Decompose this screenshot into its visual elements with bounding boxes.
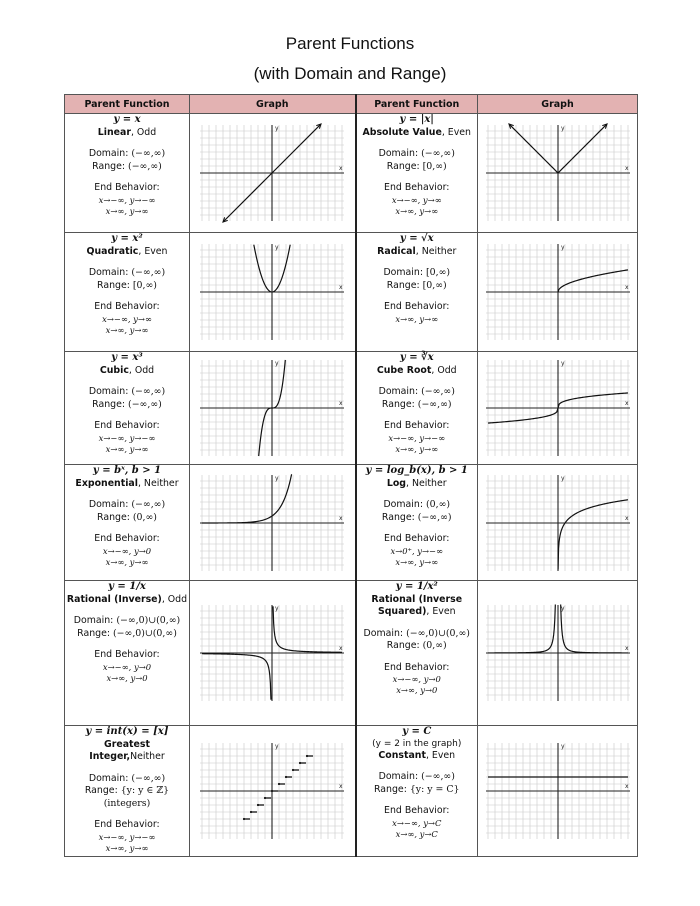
x-axis-label: x — [624, 783, 629, 790]
range-value: [0,∞) — [422, 279, 447, 291]
range-value: [0,∞) — [132, 279, 157, 291]
function-name: Exponential — [75, 477, 138, 489]
domain-value: (−∞,∞) — [421, 148, 455, 159]
domain-value: (−∞,0)∪(0,∞) — [406, 627, 470, 639]
domain-label: Domain: — [378, 148, 419, 159]
domain-label: Domain: — [88, 499, 129, 510]
domain-label: Domain: — [383, 267, 423, 278]
function-equation: y = ∛x — [399, 352, 434, 363]
function-info-cell — [65, 465, 190, 581]
function-symmetry: , Odd — [128, 364, 155, 376]
end-behavior-left: x→−∞, y→−∞ — [388, 432, 446, 443]
function-info-cell — [65, 352, 190, 465]
end-behavior-left: x→−∞, y→−∞ — [98, 194, 156, 205]
range-value: (0,∞) — [422, 640, 447, 651]
x-axis-label: x — [624, 400, 629, 407]
function-info-cell — [356, 726, 478, 857]
function-info-cell — [356, 114, 478, 233]
end-behavior-left: x→0⁺, y→−∞ — [390, 545, 444, 556]
end-behavior-left: x→−∞, y→−∞ — [98, 432, 156, 443]
end-behavior-label: End Behavior: — [384, 420, 450, 431]
range-label: Range: — [77, 627, 111, 639]
function-curve-left — [202, 654, 271, 700]
end-behavior-label: End Behavior: — [384, 661, 450, 673]
range-label: Range: — [381, 511, 415, 523]
graph-cell — [478, 726, 638, 857]
function-info-cell — [356, 465, 478, 581]
end-behavior-left: x→−∞, y→∞ — [102, 313, 152, 324]
range-value: (−∞,∞) — [128, 398, 162, 410]
function-equation: y = bˣ, b > 1 — [92, 465, 162, 476]
domain-value: (−∞,∞) — [421, 386, 455, 397]
graph-cell — [190, 726, 356, 857]
function-graph — [197, 356, 347, 460]
function-equation: y = 1/x — [108, 581, 146, 592]
parent-functions-table — [64, 94, 638, 857]
function-curve-right — [273, 606, 342, 652]
page-subtitle: (with Domain and Range) — [253, 64, 447, 83]
function-name: Rational (Inverse Squared) — [371, 593, 463, 617]
x-axis-label: x — [339, 645, 343, 652]
y-axis-label: y — [560, 743, 565, 750]
function-symmetry: , Odd — [431, 364, 457, 376]
domain-value: (−∞,∞) — [131, 267, 166, 278]
step-closed-dot — [278, 783, 280, 785]
y-axis-label: y — [275, 605, 279, 612]
domain-value: (−∞,0)∪(0,∞) — [116, 615, 181, 626]
end-behavior-right: x→∞, y→∞ — [105, 443, 149, 454]
end-behavior-right: x→∞, y→∞ — [105, 842, 149, 853]
domain-label: Domain: — [363, 627, 404, 639]
function-name: Absolute Value — [362, 126, 442, 138]
end-behavior-label: End Behavior: — [384, 533, 450, 544]
range-value: [0,∞) — [422, 160, 447, 172]
domain-value: (−∞,∞) — [131, 499, 166, 510]
page-title: Parent Functions — [285, 34, 415, 53]
function-symmetry: , Neither — [415, 245, 457, 257]
y-axis-label: y — [275, 244, 279, 251]
step-closed-dot — [292, 769, 294, 771]
end-behavior-right: x→∞, y→C — [395, 828, 438, 839]
graph-cell — [478, 465, 638, 581]
x-axis-label: x — [624, 165, 629, 172]
function-symmetry: , Even — [425, 749, 456, 761]
end-behavior-right: x→∞, y→∞ — [395, 443, 439, 454]
function-curve-left — [488, 605, 555, 653]
function-equation: y = 1/x² — [395, 581, 438, 592]
function-name: Cube Root — [376, 364, 432, 376]
end-behavior-label: End Behavior: — [94, 649, 160, 660]
x-axis-label: x — [339, 165, 343, 172]
graph-cell — [478, 114, 638, 233]
x-axis-label: x — [624, 645, 629, 652]
function-equation: y = x² — [111, 233, 143, 244]
function-graph — [197, 739, 347, 843]
end-behavior-right: x→∞, y→∞ — [105, 324, 149, 335]
end-behavior-label: End Behavior: — [94, 182, 160, 193]
y-axis-label: y — [275, 474, 279, 482]
end-behavior-right: x→∞, y→0 — [106, 672, 148, 683]
domain-label: Domain: — [378, 386, 419, 397]
domain-value: (−∞,∞) — [131, 386, 166, 397]
end-behavior-left: x→−∞, y→C — [392, 817, 442, 828]
function-info-cell — [356, 233, 478, 352]
function-equation: y = x — [113, 114, 141, 125]
graph-cell — [478, 233, 638, 352]
function-graph — [483, 240, 633, 344]
function-symmetry: , Odd — [161, 593, 188, 605]
range-value: (−∞,∞) — [128, 160, 162, 172]
graph-cell — [190, 352, 356, 465]
domain-label: Domain: — [383, 499, 423, 510]
end-behavior-left: x→∞, y→∞ — [395, 313, 439, 324]
end-behavior-right: x→∞, y→∞ — [105, 556, 149, 567]
range-label: Range: — [92, 398, 126, 410]
x-axis-label: x — [339, 783, 343, 790]
range-label: Range: — [373, 783, 407, 795]
graph-cell — [190, 581, 356, 726]
end-behavior-right: x→∞, y→∞ — [395, 556, 439, 567]
step-closed-dot — [306, 755, 308, 757]
y-axis-label: y — [560, 605, 565, 612]
function-symmetry: , Even — [441, 126, 471, 138]
function-info-cell — [65, 726, 190, 857]
step-closed-dot — [257, 804, 259, 806]
range-label: Range: — [97, 511, 130, 523]
header-parent-function: Parent Function — [65, 95, 190, 114]
x-axis-label: x — [624, 284, 629, 291]
range-label: Range: — [386, 160, 420, 172]
y-axis-label: y — [560, 244, 565, 251]
end-behavior-label: End Behavior: — [94, 819, 160, 830]
range-value: {y: y = C} — [409, 783, 460, 795]
x-axis-label: x — [339, 400, 343, 407]
domain-value: (0,∞) — [425, 499, 451, 510]
graph-cell — [478, 352, 638, 465]
header-graph: Graph — [478, 95, 638, 114]
end-behavior-left: x→−∞, y→∞ — [391, 194, 442, 205]
domain-value: [0,∞) — [425, 267, 451, 278]
function-equation: y = int(x) = [x] — [85, 726, 169, 737]
domain-label: Domain: — [378, 771, 419, 782]
function-curve-right — [560, 605, 627, 653]
table-row — [65, 726, 638, 857]
end-behavior-label: End Behavior: — [94, 420, 160, 431]
function-name: Radical — [377, 245, 416, 257]
end-behavior-left: x→−∞, y→0 — [392, 674, 441, 684]
graph-cell — [190, 233, 356, 352]
step-closed-dot — [271, 790, 273, 792]
range-label: Range: — [97, 279, 130, 291]
step-closed-dot — [264, 797, 266, 799]
domain-value: (−∞,∞) — [421, 771, 455, 782]
function-name: Log — [386, 477, 407, 489]
domain-label: Domain: — [88, 386, 129, 397]
function-info-cell — [65, 114, 190, 233]
function-graph — [197, 471, 347, 575]
step-closed-dot — [250, 811, 252, 813]
range-label: Range: — [381, 398, 415, 410]
step-closed-dot — [243, 818, 245, 820]
function-symmetry: Neither — [130, 751, 165, 762]
domain-value: (−∞,∞) — [131, 772, 166, 784]
function-graph — [483, 121, 633, 225]
function-name: Rational (Inverse) — [66, 593, 162, 605]
domain-value: (−∞,∞) — [131, 148, 166, 159]
end-behavior-label: End Behavior: — [384, 182, 450, 193]
y-axis-label: y — [275, 743, 279, 750]
function-symmetry: , Even — [138, 245, 168, 257]
function-name: Greatest Integer, — [89, 738, 150, 762]
end-behavior-right: x→∞, y→∞ — [105, 205, 149, 216]
table-row — [65, 352, 638, 465]
domain-label: Domain: — [73, 615, 114, 626]
y-axis-label: y — [560, 474, 565, 482]
y-axis-label: y — [560, 125, 565, 132]
end-behavior-left: x→−∞, y→−∞ — [98, 831, 156, 842]
y-axis-label: y — [275, 360, 279, 367]
function-symmetry: , Odd — [130, 126, 157, 138]
function-name: Quadratic — [86, 245, 139, 257]
function-equation: y = x³ — [111, 352, 143, 363]
function-info-cell — [356, 581, 478, 726]
function-symmetry: , Neither — [406, 477, 447, 489]
function-graph — [197, 121, 347, 225]
function-info-cell — [356, 352, 478, 465]
table-row — [65, 114, 638, 233]
x-axis-label: x — [339, 284, 343, 291]
domain-label: Domain: — [88, 148, 129, 159]
function-name: Cubic — [99, 364, 129, 376]
function-equation: y = |x| — [399, 114, 434, 125]
function-symmetry: , Even — [426, 606, 456, 617]
range-label: Range: — [92, 160, 126, 172]
header-parent-function: Parent Function — [356, 95, 478, 114]
graph-cell — [478, 581, 638, 726]
range-value: (−∞,∞) — [417, 511, 452, 523]
end-behavior-right: x→∞, y→∞ — [395, 205, 439, 216]
function-graph — [197, 601, 347, 705]
function-name: Constant — [378, 749, 426, 761]
range-value: (0,∞) — [132, 511, 157, 523]
function-equation: y = log_b(x), b > 1 — [365, 465, 468, 476]
range-label: Range: — [84, 785, 118, 796]
table-row — [65, 581, 638, 726]
range-value: (−∞,0)∪(0,∞) — [113, 627, 177, 639]
domain-label: Domain: — [88, 267, 129, 278]
function-name: Linear — [97, 126, 131, 138]
range-value: {y: y ∈ ℤ} (integers) — [103, 785, 170, 809]
end-behavior-label: End Behavior: — [384, 301, 450, 312]
x-axis-label: x — [339, 514, 343, 522]
step-closed-dot — [285, 776, 287, 778]
end-behavior-label: End Behavior: — [384, 805, 450, 816]
function-info-cell — [65, 233, 190, 352]
function-graph — [483, 739, 633, 843]
function-info-cell — [65, 581, 190, 726]
y-axis-label: y — [275, 125, 279, 132]
end-behavior-right: x→∞, y→0 — [396, 685, 438, 695]
graph-cell — [190, 114, 356, 233]
table-row — [65, 233, 638, 352]
function-equation: y = √x — [399, 233, 434, 244]
function-graph — [483, 471, 633, 575]
table-row — [65, 465, 638, 581]
range-label: Range: — [386, 279, 420, 291]
domain-label: Domain: — [88, 772, 129, 784]
end-behavior-label: End Behavior: — [94, 301, 160, 312]
function-graph — [483, 356, 633, 460]
graph-cell — [190, 465, 356, 581]
function-note: (y = 2 in the graph) — [372, 738, 462, 749]
end-behavior-left: x→−∞, y→0 — [102, 661, 152, 672]
function-equation: y = C — [402, 726, 432, 737]
y-axis-label: y — [560, 360, 565, 367]
end-behavior-left: x→−∞, y→0 — [102, 545, 152, 556]
function-symmetry: , Neither — [137, 477, 179, 489]
step-closed-dot — [299, 762, 301, 764]
x-axis-label: x — [624, 514, 629, 522]
range-value: (−∞,∞) — [417, 398, 452, 410]
header-graph: Graph — [190, 95, 356, 114]
table-header-row — [65, 95, 638, 114]
range-label: Range: — [386, 640, 420, 651]
function-graph — [483, 601, 633, 705]
end-behavior-label: End Behavior: — [94, 533, 160, 544]
function-graph — [197, 240, 347, 344]
